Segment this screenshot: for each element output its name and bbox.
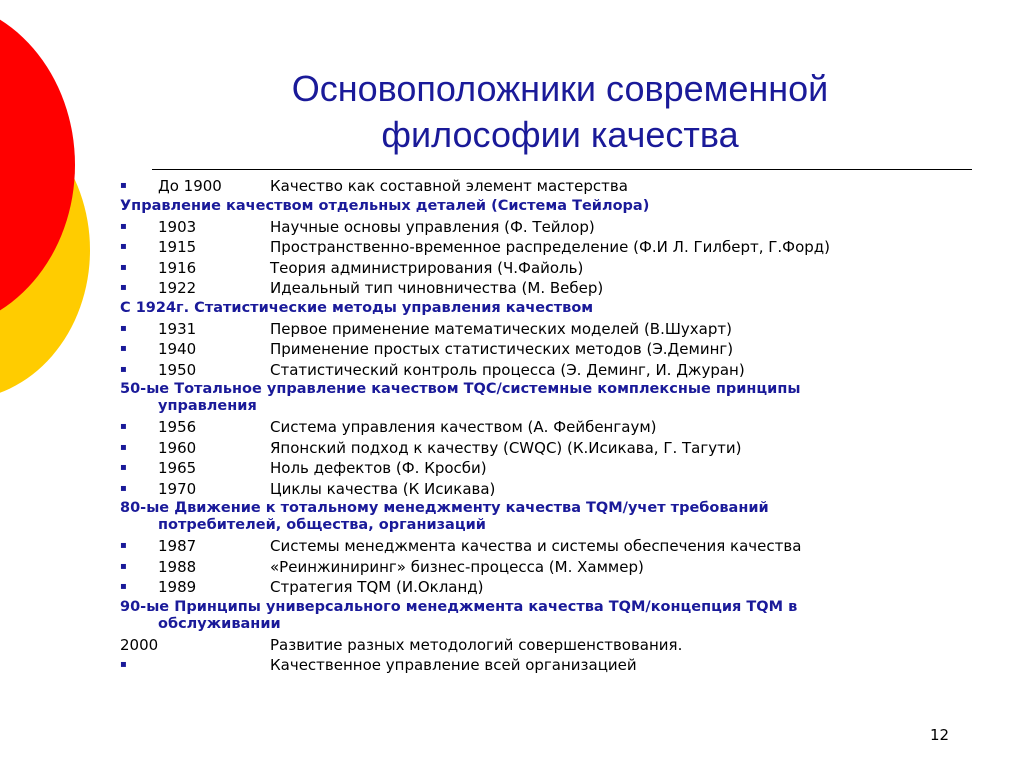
timeline-year: До 1900 [158, 177, 222, 195]
timeline-year: 1988 [158, 557, 197, 576]
timeline-year: 1950 [158, 360, 197, 379]
timeline-item [120, 176, 980, 197]
section-heading-line: 90-ые Принципы универсального менеджмента качества TQM/концепция TQM в [120, 598, 798, 615]
timeline-description: Статистический контроль процесса (Э. Деминг, И. Джуран) [270, 360, 745, 379]
timeline-description: Ноль дефектов (Ф. Кросби) [270, 459, 487, 477]
timeline-item [120, 360, 980, 381]
title-line-2: философии качества [381, 114, 739, 155]
timeline-year: 1903 [158, 217, 197, 236]
decorative-circles [0, 0, 120, 420]
timeline-item [120, 237, 980, 258]
timeline-item [120, 217, 980, 238]
timeline-description: Качественное управление всей организацией [270, 656, 637, 674]
timeline-description: Пространственно-временное распределение (Ф.И Л. Гилберт, Г.Форд) [270, 238, 830, 256]
slide-title [250, 66, 870, 158]
section-heading-continuation: управления [158, 398, 257, 414]
section-heading-line: 80-ые Движение к тотальному менеджменту качества TQM/учет требований [120, 500, 769, 516]
timeline-description: Первое применение математических моделей (В.Шухарт) [270, 319, 732, 338]
bullet-icon: ▪ [120, 441, 127, 453]
timeline-item [120, 479, 980, 500]
section-heading-continuation: обслуживании [158, 615, 281, 632]
timeline-item [120, 557, 980, 578]
timeline-description: Идеальный тип чиновничества (М. Вебер) [270, 279, 604, 297]
timeline-description: Развитие разных методологий совершенствования. [270, 635, 683, 654]
timeline-description: Стратегия TQM (И.Окланд) [270, 578, 484, 596]
timeline-item [120, 536, 980, 557]
timeline-year: 2000 [120, 635, 159, 654]
timeline-year: 1922 [158, 279, 197, 297]
bullet-icon: ▪ [120, 659, 127, 670]
title-line-1: Основоположники современной [291, 68, 829, 109]
bullet-icon: ▪ [120, 180, 127, 191]
section-heading-continuation: потребителей, общества, организаций [158, 517, 486, 533]
timeline-description: Системы менеджмента качества и системы обеспечения качества [270, 537, 802, 555]
section-heading-line: Управление качеством отдельных деталей (Система Тейлора) [120, 197, 650, 214]
section-heading [120, 197, 980, 217]
timeline-item [120, 319, 980, 340]
timeline-item [120, 339, 980, 360]
title-divider [152, 169, 972, 170]
timeline-description: Качество как составной элемент мастерства [270, 177, 628, 195]
timeline-description: Научные основы управления (Ф. Тейлор) [270, 217, 595, 236]
timeline-description: Применение простых статистических методов (Э.Деминг) [270, 340, 734, 358]
timeline-item [120, 258, 980, 279]
timeline-description: Система управления качеством (А. Фейбенгаум) [270, 418, 657, 436]
page-number: 12 [930, 726, 950, 744]
timeline-item [120, 438, 980, 459]
timeline-item [120, 655, 980, 676]
bullet-icon: ▪ [120, 462, 127, 473]
bullet-icon: ▪ [120, 363, 127, 375]
timeline-item [120, 577, 980, 598]
bullet-icon: ▪ [120, 282, 127, 293]
timeline-item [120, 417, 980, 438]
section-heading [120, 499, 980, 536]
timeline-year: 1987 [158, 537, 197, 555]
timeline-year: 1989 [158, 578, 197, 596]
timeline-year: 1940 [158, 340, 197, 358]
timeline-year: 1931 [158, 319, 197, 338]
timeline-description: Циклы качества (К Исикава) [270, 479, 496, 498]
bullet-icon: ▪ [120, 241, 127, 252]
bullet-icon: ▪ [120, 261, 127, 273]
section-heading [120, 380, 980, 417]
timeline-item [120, 458, 980, 479]
timeline-year: 1965 [158, 459, 197, 477]
bullet-icon: ▪ [120, 220, 127, 232]
timeline-year: 1915 [158, 238, 197, 256]
bullet-icon: ▪ [120, 482, 127, 494]
section-heading-line: 50-ые Тотальное управление качеством TQC/системные комплексные принципы [120, 381, 801, 397]
bullet-icon: ▪ [120, 421, 127, 432]
timeline-description: Японский подход к качеству (CWQC) (К.Исикава, Г. Тагути) [270, 438, 742, 457]
timeline-item [120, 278, 980, 299]
timeline-item [120, 635, 980, 656]
bullet-icon: ▪ [120, 560, 127, 572]
timeline-year: 1956 [158, 418, 197, 436]
timeline-year: 1916 [158, 258, 197, 277]
timeline-description: Теория администрирования (Ч.Файоль) [270, 258, 584, 277]
section-heading-line: С 1924г. Статистические методы управления качеством [120, 299, 594, 316]
bullet-icon: ▪ [120, 581, 127, 592]
bullet-icon: ▪ [120, 322, 127, 334]
section-heading [120, 299, 980, 319]
timeline-list [120, 176, 980, 676]
timeline-description: «Реинжиниринг» бизнес-процесса (М. Хаммер) [270, 557, 644, 576]
timeline-year: 1970 [158, 479, 197, 498]
section-heading [120, 598, 980, 635]
bullet-icon: ▪ [120, 343, 127, 354]
bullet-icon: ▪ [120, 540, 127, 551]
timeline-year: 1960 [158, 438, 197, 457]
